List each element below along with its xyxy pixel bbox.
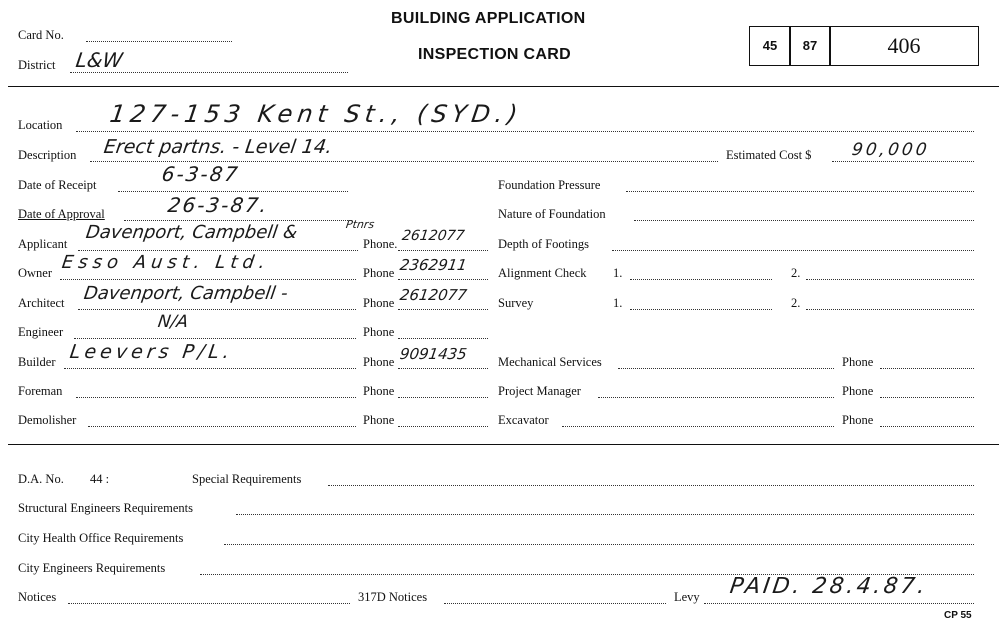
card-no-label: Card No.	[18, 28, 64, 42]
notices-317d-label: 317D Notices	[358, 590, 428, 604]
card-no-line	[86, 41, 232, 42]
description-label: Description	[18, 148, 77, 162]
estimated-cost-label: Estimated Cost $	[726, 148, 812, 162]
engineer-label: Engineer	[18, 325, 64, 339]
date-receipt-line	[118, 191, 348, 192]
engineer-line	[74, 338, 356, 339]
depth-footings-line	[612, 250, 974, 251]
location-line	[76, 131, 974, 132]
alignment-check-2: 2.	[791, 266, 801, 280]
card-box-a: 45	[749, 26, 791, 66]
applicant-phone-label: Phone.	[363, 237, 398, 251]
applicant-value: Davenport, Campbell &	[84, 222, 299, 243]
da-no-value: 44 :	[90, 472, 110, 486]
top-rule	[8, 86, 999, 87]
date-approval-line	[124, 220, 348, 221]
demolisher-line	[88, 426, 356, 427]
survey-line-1	[630, 309, 772, 310]
nature-foundation-label: Nature of Foundation	[498, 207, 606, 221]
excavator-phone-label: Phone	[842, 413, 874, 427]
foreman-phone-line	[398, 397, 488, 398]
notices-line	[68, 603, 350, 604]
engineer-phone-line	[398, 338, 488, 339]
nature-foundation-line	[634, 220, 974, 221]
special-requirements-label: Special Requirements	[192, 472, 302, 486]
applicant-phone-line	[398, 250, 488, 251]
health-requirements-line	[224, 544, 974, 545]
mechanical-phone-label: Phone	[842, 355, 874, 369]
demolisher-phone-line	[398, 426, 488, 427]
foundation-pressure-label: Foundation Pressure	[498, 178, 601, 192]
owner-label: Owner	[18, 266, 53, 280]
mechanical-phone-line	[880, 368, 974, 369]
owner-phone-line	[398, 279, 488, 280]
card-box-number: 406	[829, 26, 979, 66]
architect-label: Architect	[18, 296, 65, 310]
owner-line	[60, 279, 356, 280]
date-approval-label: Date of Approval	[18, 207, 105, 221]
foreman-label: Foreman	[18, 384, 63, 398]
applicant-extra: Ptnrs	[345, 218, 376, 231]
project-manager-phone-label: Phone	[842, 384, 874, 398]
survey-2: 2.	[791, 296, 801, 310]
project-manager-line	[598, 397, 834, 398]
health-requirements-label: City Health Office Requirements	[18, 531, 184, 545]
special-requirements-line	[328, 485, 974, 486]
architect-phone-label: Phone	[363, 296, 395, 310]
date-approval-value: 26-3-87.	[166, 193, 271, 217]
middle-rule	[8, 444, 999, 445]
demolisher-label: Demolisher	[18, 413, 77, 427]
district-value: L&W	[74, 48, 125, 72]
date-receipt-value: 6-3-87	[160, 162, 242, 186]
owner-phone-label: Phone	[363, 266, 395, 280]
card-box-b: 87	[789, 26, 831, 66]
survey-line-2	[806, 309, 974, 310]
alignment-check-line-2	[806, 279, 974, 280]
mechanical-services-label: Mechanical Services	[498, 355, 602, 369]
survey-1: 1.	[613, 296, 623, 310]
architect-phone-line	[398, 309, 488, 310]
applicant-phone: 2612077	[400, 228, 466, 244]
levy-value: PAID. 28.4.87.	[728, 574, 930, 599]
notices-label: Notices	[18, 590, 57, 604]
architect-value: Davenport, Campbell -	[82, 283, 290, 304]
district-label: District	[18, 58, 56, 72]
form-title: BUILDING APPLICATION	[391, 10, 586, 27]
project-manager-label: Project Manager	[498, 384, 581, 398]
project-manager-phone-line	[880, 397, 974, 398]
structural-requirements-label: Structural Engineers Requirements	[18, 501, 193, 515]
foreman-phone-label: Phone	[363, 384, 395, 398]
foreman-line	[76, 397, 356, 398]
architect-line	[78, 309, 356, 310]
demolisher-phone-label: Phone	[363, 413, 395, 427]
levy-label: Levy	[674, 590, 700, 604]
builder-phone: 9091435	[398, 345, 469, 363]
foundation-pressure-line	[626, 191, 974, 192]
location-label: Location	[18, 118, 63, 132]
da-no-label: D.A. No.	[18, 472, 64, 486]
engineer-value: N/A	[156, 312, 190, 332]
estimated-cost-line	[832, 161, 974, 162]
engineer-phone-label: Phone	[363, 325, 395, 339]
notices-317d-line	[444, 603, 666, 604]
excavator-line	[562, 426, 834, 427]
location-value: 127-153 Kent St., (SYD.)	[108, 100, 525, 128]
mechanical-services-line	[618, 368, 834, 369]
alignment-check-1: 1.	[613, 266, 623, 280]
date-receipt-label: Date of Receipt	[18, 178, 97, 192]
builder-line	[64, 368, 356, 369]
excavator-label: Excavator	[498, 413, 549, 427]
depth-footings-label: Depth of Footings	[498, 237, 589, 251]
builder-phone-line	[398, 368, 488, 369]
applicant-label: Applicant	[18, 237, 68, 251]
builder-value: Leevers P/L.	[68, 341, 235, 363]
engineers-requirements-label: City Engineers Requirements	[18, 561, 166, 575]
applicant-line	[78, 250, 358, 251]
estimated-cost-value: 90,000	[850, 140, 931, 160]
owner-value: Esso Aust. Ltd.	[60, 252, 272, 273]
architect-phone: 2612077	[398, 286, 469, 304]
form-code: CP 55	[944, 610, 972, 621]
excavator-phone-line	[880, 426, 974, 427]
survey-label: Survey	[498, 296, 534, 310]
builder-phone-label: Phone	[363, 355, 395, 369]
description-value: Erect partns. - Level 14.	[102, 136, 334, 158]
district-line	[70, 72, 348, 73]
owner-phone: 2362911	[398, 256, 469, 274]
builder-label: Builder	[18, 355, 56, 369]
alignment-check-line-1	[630, 279, 772, 280]
alignment-check-label: Alignment Check	[498, 266, 587, 280]
structural-requirements-line	[236, 514, 974, 515]
levy-line	[704, 603, 974, 604]
form-subtitle: INSPECTION CARD	[418, 46, 571, 63]
